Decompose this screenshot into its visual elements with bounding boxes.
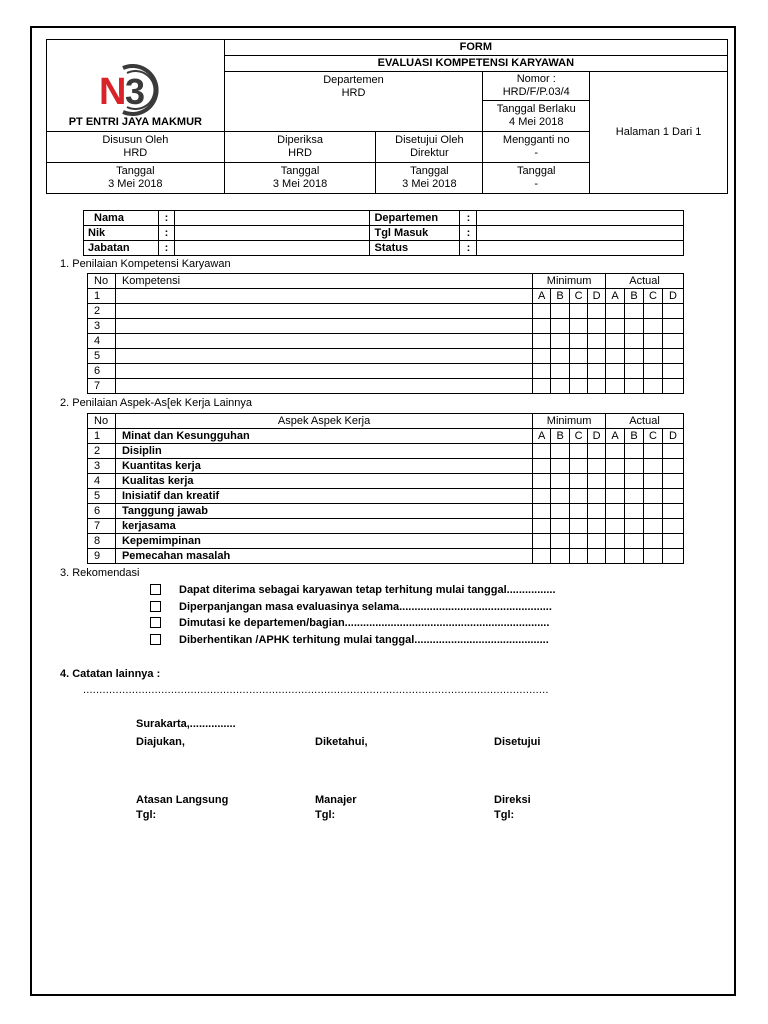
grade-cell[interactable] xyxy=(551,334,570,349)
tanggal-label: Tanggal xyxy=(410,165,449,177)
tanggal-value: 3 Mei 2018 xyxy=(402,178,457,190)
table-row xyxy=(88,534,684,549)
manajer-label: Manajer xyxy=(315,794,357,806)
grade-cell[interactable] xyxy=(551,459,570,474)
grade-cell[interactable] xyxy=(588,379,606,394)
grade-cell[interactable] xyxy=(625,319,644,334)
grade-cell[interactable] xyxy=(570,364,588,379)
grade-header: D xyxy=(662,429,683,444)
grade-cell[interactable] xyxy=(643,534,662,549)
row-label: Tanggung jawab xyxy=(115,504,532,519)
grade-cell[interactable] xyxy=(625,304,644,319)
grade-cell[interactable] xyxy=(588,459,606,474)
grade-cell[interactable] xyxy=(662,549,683,564)
row-number: 3 xyxy=(88,459,116,474)
grade-header: D xyxy=(662,289,683,304)
table-row xyxy=(88,459,684,474)
tanggal-label: Tanggal xyxy=(516,165,556,177)
grade-cell[interactable] xyxy=(606,304,625,319)
grade-cell[interactable] xyxy=(551,519,570,534)
grade-cell[interactable] xyxy=(533,549,551,564)
departemen-label: Departemen xyxy=(323,74,384,86)
grade-header: B xyxy=(551,429,570,444)
grade-cell[interactable] xyxy=(662,504,683,519)
grade-cell[interactable] xyxy=(643,504,662,519)
grade-cell[interactable] xyxy=(533,504,551,519)
grade-cell[interactable] xyxy=(588,334,606,349)
row-number: 3 xyxy=(88,319,116,334)
grade-cell[interactable] xyxy=(551,444,570,459)
section-2-title: 2. Penilaian Aspek-As[ek Kerja Lainnya xyxy=(60,397,253,409)
work-aspect-table xyxy=(87,413,684,564)
disusun-label: Disusun Oleh xyxy=(102,134,169,146)
grade-cell[interactable] xyxy=(643,519,662,534)
grade-cell[interactable] xyxy=(551,319,570,334)
grade-cell[interactable] xyxy=(606,489,625,504)
row-label[interactable] xyxy=(115,379,532,394)
grade-cell[interactable] xyxy=(533,319,551,334)
grade-cell[interactable] xyxy=(625,489,644,504)
table-row xyxy=(88,429,684,444)
tanggal-value: 3 Mei 2018 xyxy=(272,178,328,190)
grade-header: A xyxy=(606,429,625,444)
grade-cell[interactable] xyxy=(662,459,683,474)
grade-cell[interactable] xyxy=(533,474,551,489)
grade-cell[interactable] xyxy=(533,534,551,549)
grade-cell[interactable] xyxy=(606,364,625,379)
nik-field[interactable] xyxy=(174,226,370,241)
grade-cell[interactable] xyxy=(606,474,625,489)
grade-cell[interactable] xyxy=(533,349,551,364)
grade-cell[interactable] xyxy=(588,349,606,364)
nik-label: Nik xyxy=(84,226,159,241)
tanggal-berlaku-value: 4 Mei 2018 xyxy=(509,116,564,128)
recommendation-option[interactable] xyxy=(150,584,556,596)
option-label: Dapat diterima sebagai karyawan tetap terhitung mulai tanggal................ xyxy=(179,584,556,596)
grade-cell[interactable] xyxy=(588,444,606,459)
grade-cell[interactable] xyxy=(570,444,588,459)
grade-cell[interactable] xyxy=(533,489,551,504)
colon: : xyxy=(460,226,477,241)
notes-line[interactable]: ............................................................................................................................................... xyxy=(83,684,549,696)
nomor-label: Nomor : xyxy=(516,73,556,85)
section-3-title: 3. Rekomendasi xyxy=(60,567,140,579)
tanggal-value: - xyxy=(534,178,539,190)
grade-cell[interactable] xyxy=(570,549,588,564)
grade-cell[interactable] xyxy=(643,379,662,394)
grade-header: C xyxy=(643,429,662,444)
jabatan-label: Jabatan xyxy=(84,241,159,256)
grade-cell[interactable] xyxy=(662,489,683,504)
row-label[interactable] xyxy=(115,289,532,304)
grade-cell[interactable] xyxy=(606,349,625,364)
row-number: 7 xyxy=(88,379,116,394)
grade-cell[interactable] xyxy=(570,349,588,364)
checkbox[interactable] xyxy=(150,634,161,645)
col-minimum-header: Minimum xyxy=(533,414,606,429)
row-number: 6 xyxy=(88,364,116,379)
grade-cell[interactable] xyxy=(606,549,625,564)
grade-cell[interactable] xyxy=(662,349,683,364)
tgl-masuk-field[interactable] xyxy=(477,226,684,241)
departemen-value: HRD xyxy=(341,87,366,99)
col-actual-header: Actual xyxy=(606,414,684,429)
row-number: 2 xyxy=(88,304,116,319)
tgl-label: Tgl: xyxy=(136,809,157,821)
grade-cell[interactable] xyxy=(570,319,588,334)
nama-field[interactable] xyxy=(174,211,370,226)
disetujui-label: Disetujui xyxy=(494,736,541,748)
grade-cell[interactable] xyxy=(662,474,683,489)
grade-cell[interactable] xyxy=(588,304,606,319)
col-no-header: No xyxy=(88,414,116,429)
disusun-value: HRD xyxy=(123,147,148,159)
row-number: 2 xyxy=(88,444,116,459)
table-row xyxy=(88,474,684,489)
grade-cell[interactable] xyxy=(570,504,588,519)
row-label[interactable] xyxy=(115,319,532,334)
grade-cell[interactable] xyxy=(588,364,606,379)
table-row xyxy=(88,549,684,564)
grade-cell[interactable] xyxy=(625,444,644,459)
option-label: Diberhentikan /APHK terhitung mulai tanggal............................................ xyxy=(179,634,549,646)
row-label: Pemecahan masalah xyxy=(115,549,532,564)
diperiksa-label: Diperiksa xyxy=(277,134,323,146)
tanggal-label: Tanggal xyxy=(116,165,155,177)
table-row xyxy=(88,334,684,349)
status-field[interactable] xyxy=(477,241,684,256)
grade-cell[interactable] xyxy=(643,474,662,489)
grade-cell[interactable] xyxy=(606,504,625,519)
grade-header: D xyxy=(588,289,606,304)
grade-cell[interactable] xyxy=(533,379,551,394)
row-label: kerjasama xyxy=(115,519,532,534)
row-number: 4 xyxy=(88,334,116,349)
table-row xyxy=(88,379,684,394)
disetujui-label: Disetujui Oleh xyxy=(395,134,464,146)
col-kompetensi-header: Kompetensi xyxy=(115,274,532,289)
grade-header: B xyxy=(625,289,644,304)
table-row xyxy=(88,519,684,534)
grade-cell[interactable] xyxy=(551,504,570,519)
grade-cell[interactable] xyxy=(551,489,570,504)
grade-cell[interactable] xyxy=(643,444,662,459)
grade-cell[interactable] xyxy=(551,549,570,564)
grade-cell[interactable] xyxy=(551,364,570,379)
row-number: 7 xyxy=(88,519,116,534)
grade-cell[interactable] xyxy=(588,519,606,534)
grade-cell[interactable] xyxy=(643,459,662,474)
grade-cell[interactable] xyxy=(570,304,588,319)
disetujui-value: Direktur xyxy=(410,147,449,159)
grade-cell[interactable] xyxy=(570,474,588,489)
checkbox[interactable] xyxy=(150,601,161,612)
grade-cell[interactable] xyxy=(625,379,644,394)
grade-cell[interactable] xyxy=(625,459,644,474)
grade-cell[interactable] xyxy=(551,349,570,364)
option-label: Diperpanjangan masa evaluasinya selama.................................................. xyxy=(179,601,552,613)
col-no-header: No xyxy=(88,274,116,289)
grade-cell[interactable] xyxy=(570,379,588,394)
grade-cell[interactable] xyxy=(551,474,570,489)
form-title: FORM xyxy=(224,40,727,56)
colon: : xyxy=(158,211,174,226)
table-row xyxy=(88,319,684,334)
tanggal-label: Tanggal xyxy=(280,165,320,177)
tgl-masuk-label: Tgl Masuk xyxy=(370,226,460,241)
col-aspek-header: Aspek Aspek Kerja xyxy=(115,414,532,429)
competency-table xyxy=(87,273,684,394)
table-row xyxy=(88,364,684,379)
checkbox[interactable] xyxy=(150,617,161,628)
grade-cell[interactable] xyxy=(533,444,551,459)
row-label: Inisiatif dan kreatif xyxy=(115,489,532,504)
halaman: Halaman 1 Dari 1 xyxy=(590,72,728,194)
row-label: Kepemimpinan xyxy=(115,534,532,549)
departemen-cell xyxy=(224,72,483,132)
diketahui-label: Diketahui, xyxy=(315,736,368,748)
grade-cell[interactable] xyxy=(606,459,625,474)
row-label[interactable] xyxy=(115,364,532,379)
grade-cell[interactable] xyxy=(588,319,606,334)
grade-header: D xyxy=(588,429,606,444)
departemen-label: Departemen xyxy=(370,211,460,226)
grade-cell[interactable] xyxy=(662,334,683,349)
grade-header: A xyxy=(606,289,625,304)
grade-cell[interactable] xyxy=(662,379,683,394)
tgl-label: Tgl: xyxy=(315,809,336,821)
colon: : xyxy=(460,211,477,226)
grade-cell[interactable] xyxy=(570,489,588,504)
colon: : xyxy=(158,241,174,256)
nomor-value: HRD/F/P.03/4 xyxy=(502,86,570,98)
grade-cell[interactable] xyxy=(588,489,606,504)
grade-cell[interactable] xyxy=(533,334,551,349)
grade-cell[interactable] xyxy=(606,379,625,394)
grade-cell[interactable] xyxy=(606,334,625,349)
option-label: Dimutasi ke departemen/bagian................................................................... xyxy=(179,617,550,629)
company-logo-icon xyxy=(55,64,175,116)
status-label: Status xyxy=(370,241,460,256)
grade-cell[interactable] xyxy=(551,304,570,319)
row-label: Disiplin xyxy=(115,444,532,459)
atasan-langsung-label: Atasan Langsung xyxy=(136,794,229,806)
table-row xyxy=(88,349,684,364)
jabatan-field[interactable] xyxy=(174,241,370,256)
grade-cell[interactable] xyxy=(551,379,570,394)
diajukan-label: Diajukan, xyxy=(136,736,185,748)
grade-cell[interactable] xyxy=(625,349,644,364)
grade-cell[interactable] xyxy=(643,549,662,564)
grade-header: B xyxy=(625,429,644,444)
svg-text:3: 3 xyxy=(125,71,146,112)
mengganti-value: - xyxy=(534,147,539,159)
table-row xyxy=(88,444,684,459)
checkbox[interactable] xyxy=(150,584,161,595)
grade-cell[interactable] xyxy=(551,534,570,549)
row-number: 8 xyxy=(88,534,116,549)
grade-cell[interactable] xyxy=(643,319,662,334)
row-label: Kuantitas kerja xyxy=(115,459,532,474)
grade-cell[interactable] xyxy=(625,474,644,489)
grade-cell[interactable] xyxy=(570,459,588,474)
grade-cell[interactable] xyxy=(625,364,644,379)
grade-cell[interactable] xyxy=(606,534,625,549)
svg-text:N: N xyxy=(99,71,127,113)
grade-cell[interactable] xyxy=(625,504,644,519)
grade-cell[interactable] xyxy=(533,304,551,319)
row-number: 5 xyxy=(88,489,116,504)
grade-cell[interactable] xyxy=(662,364,683,379)
recommendation-option[interactable] xyxy=(150,634,549,646)
grade-cell[interactable] xyxy=(570,334,588,349)
form-subtitle: EVALUASI KOMPETENSI KARYAWAN xyxy=(224,56,727,72)
mengganti-label: Mengganti no xyxy=(502,134,570,146)
row-number: 9 xyxy=(88,549,116,564)
row-number: 1 xyxy=(88,429,116,444)
grade-cell[interactable] xyxy=(662,519,683,534)
grade-cell[interactable] xyxy=(606,319,625,334)
grade-header: B xyxy=(551,289,570,304)
grade-cell[interactable] xyxy=(533,364,551,379)
row-number: 6 xyxy=(88,504,116,519)
grade-cell[interactable] xyxy=(625,334,644,349)
tanggal-berlaku-label: Tanggal Berlaku xyxy=(496,103,576,115)
row-number: 5 xyxy=(88,349,116,364)
grade-cell[interactable] xyxy=(625,519,644,534)
nomor-cell xyxy=(483,72,590,132)
grade-cell[interactable] xyxy=(643,334,662,349)
grade-cell[interactable] xyxy=(533,519,551,534)
grade-cell[interactable] xyxy=(570,519,588,534)
recommendation-option[interactable] xyxy=(150,601,552,613)
nama-label: Nama xyxy=(84,211,159,226)
grade-cell[interactable] xyxy=(662,534,683,549)
table-row xyxy=(88,289,684,304)
diperiksa-value: HRD xyxy=(288,147,312,159)
row-label[interactable] xyxy=(115,334,532,349)
grade-cell[interactable] xyxy=(643,349,662,364)
row-label[interactable] xyxy=(115,349,532,364)
row-number: 1 xyxy=(88,289,116,304)
direksi-label: Direksi xyxy=(494,794,531,806)
col-minimum-header: Minimum xyxy=(533,274,606,289)
table-row xyxy=(88,489,684,504)
signature-place: Surakarta,............... xyxy=(136,718,236,730)
grade-header: A xyxy=(533,429,551,444)
grade-cell[interactable] xyxy=(643,304,662,319)
grade-cell[interactable] xyxy=(643,489,662,504)
grade-cell[interactable] xyxy=(588,534,606,549)
grade-header: C xyxy=(570,289,588,304)
grade-cell[interactable] xyxy=(588,549,606,564)
tgl-label: Tgl: xyxy=(494,809,515,821)
grade-cell[interactable] xyxy=(533,459,551,474)
col-actual-header: Actual xyxy=(606,274,684,289)
tanggal-value: 3 Mei 2018 xyxy=(108,178,163,190)
employee-info-table xyxy=(83,210,684,256)
grade-header: A xyxy=(533,289,551,304)
grade-cell[interactable] xyxy=(606,519,625,534)
row-number: 4 xyxy=(88,474,116,489)
grade-cell[interactable] xyxy=(625,549,644,564)
row-label[interactable] xyxy=(115,304,532,319)
grade-cell[interactable] xyxy=(625,534,644,549)
grade-cell[interactable] xyxy=(643,364,662,379)
grade-cell[interactable] xyxy=(662,319,683,334)
grade-cell[interactable] xyxy=(662,444,683,459)
grade-cell[interactable] xyxy=(606,444,625,459)
company-name: PT ENTRI JAYA MAKMUR xyxy=(68,116,202,128)
colon: : xyxy=(460,241,477,256)
document-header xyxy=(46,39,728,194)
departemen-field[interactable] xyxy=(477,211,684,226)
row-label: Kualitas kerja xyxy=(115,474,532,489)
colon: : xyxy=(158,226,174,241)
recommendation-option[interactable] xyxy=(150,617,549,629)
grade-header: C xyxy=(643,289,662,304)
table-row xyxy=(88,504,684,519)
grade-cell[interactable] xyxy=(588,474,606,489)
row-label: Minat dan Kesungguhan xyxy=(115,429,532,444)
table-row xyxy=(88,304,684,319)
section-1-title: 1. Penilaian Kompetensi Karyawan xyxy=(60,258,231,270)
section-4-title: 4. Catatan lainnya : xyxy=(60,668,161,680)
grade-header: C xyxy=(570,429,588,444)
grade-cell[interactable] xyxy=(588,504,606,519)
grade-cell[interactable] xyxy=(570,534,588,549)
grade-cell[interactable] xyxy=(662,304,683,319)
